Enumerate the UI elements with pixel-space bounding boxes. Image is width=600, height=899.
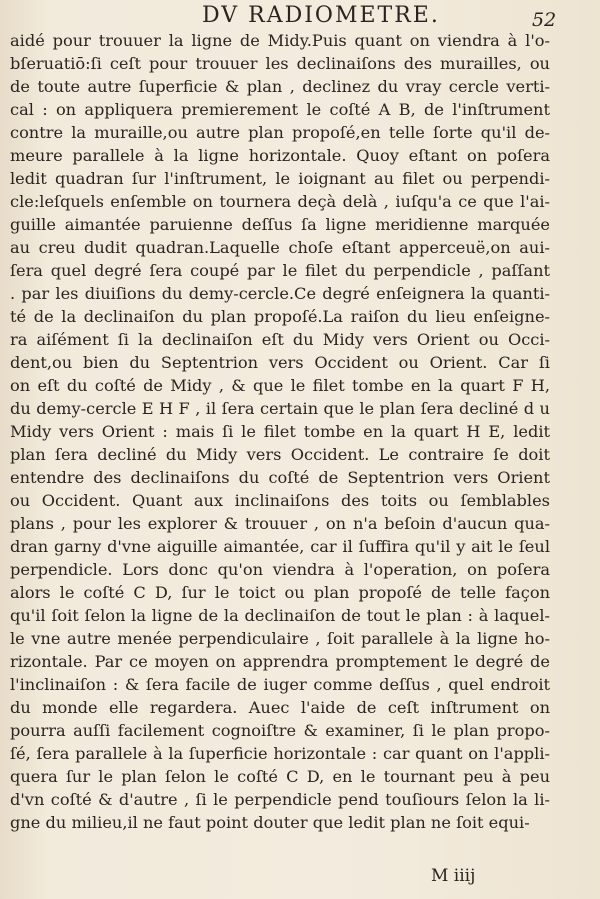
text-line: du monde elle regardera. Auec l'aide de ceſt inſtrument on xyxy=(10,698,550,717)
text-line: rizontale. Par ce moyen on apprendra promptement le degré de xyxy=(10,652,550,671)
text-line: entendre des declinaiſons du coſté de Septentrion vers Orient xyxy=(10,468,550,487)
text-line: . par les diuiſions du demy-cercle.Ce degré enſeignera la quanti- xyxy=(10,284,550,303)
text-line: ledit quadran ſur l'inſtrument, le ioignant au filet ou perpendi- xyxy=(10,169,550,188)
text-line: té de la declinaiſon du plan propoſé.La raiſon du lieu enſeigne- xyxy=(10,307,550,326)
text-line: de toute autre ſuperficie & plan , declinez du vray cercle verti- xyxy=(10,77,550,96)
text-line: Midy vers Orient : mais ſi le filet tombe en la quart H E, ledit xyxy=(10,422,550,441)
running-head: DV RADIOMETRE. xyxy=(202,3,440,28)
text-line: bſeruatiō:ſi ceſt pour trouuer les declinaiſons des murailles, ou xyxy=(10,54,550,73)
page-number: 52 xyxy=(532,9,557,31)
text-line: ſera quel degré ſera coupé par le filet du perpendicle , paſſant xyxy=(10,261,550,280)
page-body xyxy=(10,29,550,834)
text-line: ſé, ſera parallele à la ſuperficie horizontale : car quant on l'appli- xyxy=(10,744,550,763)
text-line: le vne autre menée perpendiculaire , ſoit parallele à la ligne ho- xyxy=(10,629,550,648)
text-line: qu'il ſoit ſelon la ligne de la declinaiſon de tout le plan : à laquel- xyxy=(10,606,550,625)
text-line: plan ſera decliné du Midy vers Occident. Le contraire ſe doit xyxy=(10,445,550,464)
text-line: d'vn coſté & d'autre , ſi le perpendicle pend touſiours ſelon la li- xyxy=(10,790,550,809)
text-line: plans , pour les explorer & trouuer , on n'a beſoin d'aucun qua- xyxy=(10,514,550,533)
text-line: on eſt du coſté de Midy , & que le filet tombe en la quart F H, xyxy=(10,376,550,395)
signature-mark: M iiij xyxy=(431,866,476,886)
text-line: gne du milieu,il ne faut point douter que ledit plan ne ſoit equi- xyxy=(10,813,530,832)
text-line: meure parallele à la ligne horizontale. Quoy eſtant on poſera xyxy=(10,146,550,165)
text-line: quera ſur le plan ſelon le coſté C D, en le tournant peu à peu xyxy=(10,767,550,786)
text-line: ra aiſément ſi la declinaiſon eſt du Midy vers Orient ou Occi- xyxy=(10,330,550,349)
text-line: du demy-cercle E H F , il ſera certain que le plan ſera decliné d u xyxy=(10,399,550,418)
text-line: contre la muraille,ou autre plan propoſé,en telle ſorte qu'il de- xyxy=(10,123,550,142)
text-line: ou Occident. Quant aux inclinaiſons des toits ou ſemblables xyxy=(10,491,550,510)
text-line: cal : on appliquera premierement le coſté A B, de l'inſtrument xyxy=(10,100,550,119)
text-line: guille aimantée paruienne deſſus ſa ligne meridienne marquée xyxy=(10,215,550,234)
text-line: l'inclinaiſon : & ſera facile de iuger comme deſſus , quel endroit xyxy=(10,675,550,694)
text-line: cle:leſquels enſemble on tournera deçà delà , iuſqu'a ce que l'ai- xyxy=(10,192,550,211)
text-line: aidé pour trouuer la ligne de Midy.Puis quant on viendra à l'o- xyxy=(10,31,550,50)
text-line: pourra auſſi facilement cognoiſtre & examiner, ſi le plan propo- xyxy=(10,721,550,740)
text-line: alors le coſté C D, ſur le toict ou plan propoſé de telle façon xyxy=(10,583,550,602)
text-line: dent,ou bien du Septentrion vers Occident ou Orient. Car ſi xyxy=(10,353,550,372)
text-line: au creu dudit quadran.Laquelle choſe eſtant apperceuë,on aui- xyxy=(10,238,550,257)
text-line: perpendicle. Lors donc qu'on viendra à l'operation, on poſera xyxy=(10,560,550,579)
text-line: dran garny d'vne aiguille aimantée, car il ſuffira qu'il y ait le ſeul xyxy=(10,537,550,556)
